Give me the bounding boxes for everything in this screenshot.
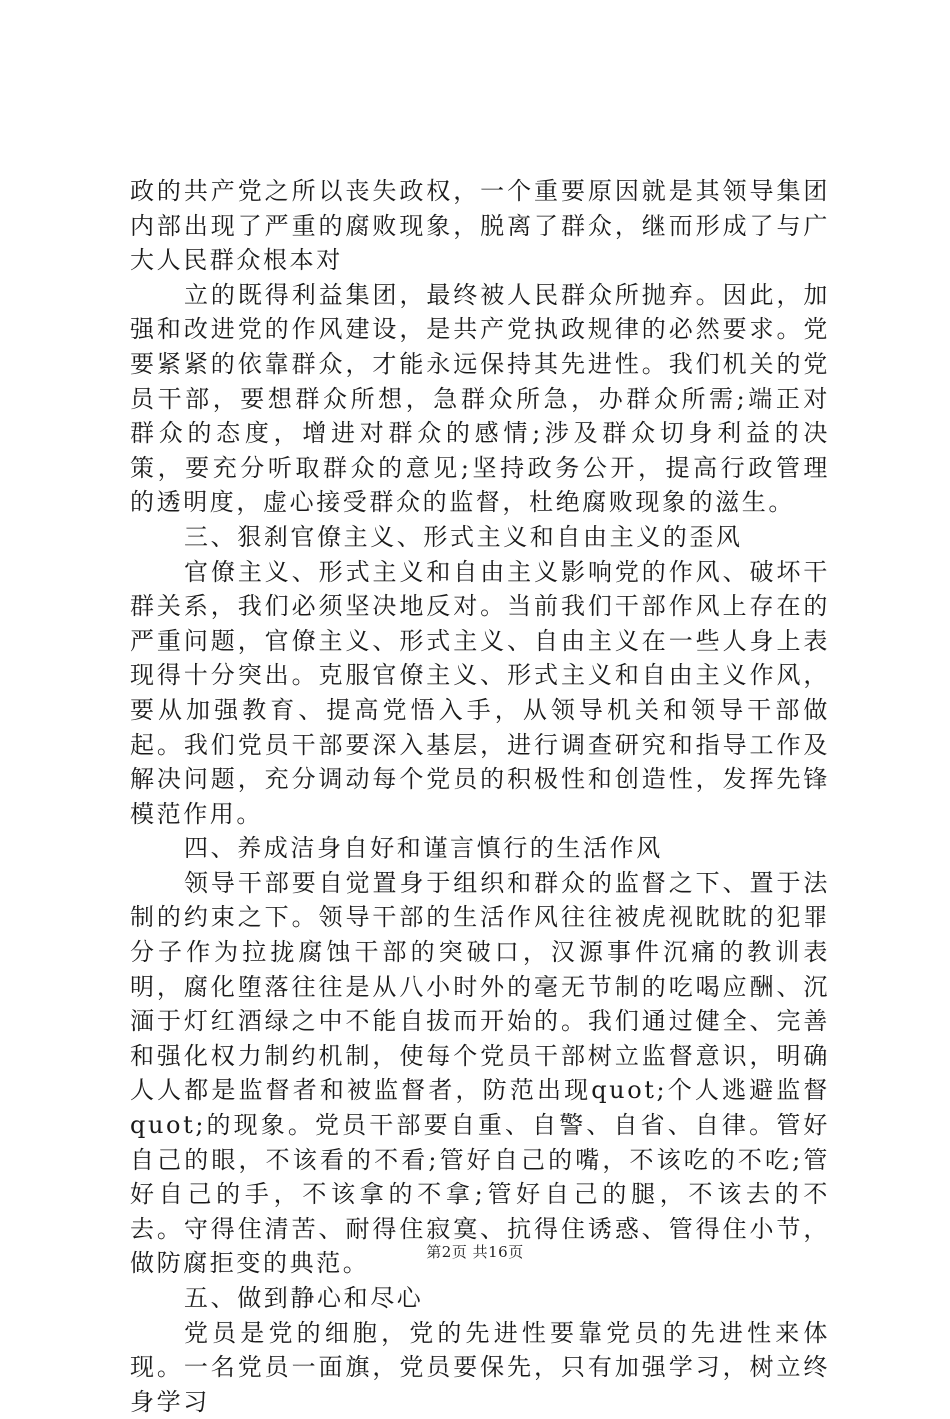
paragraph-1: 政的共产党之所以丧失政权，一个重要原因就是其领导集团内部出现了严重的腐败现象，脱离了群众，继而形成了与广大人民群众根本对 [130, 177, 830, 275]
section-heading-4: 四、养成洁身自好和谨言慎行的生活作风 [184, 834, 663, 863]
paragraph-6: 领导干部要自觉置身于组织和群众的监督之下、置于法制的约束之下。领导干部的生活作风往往被虎视眈眈的犯罪分子作为拉拢腐蚀干部的突破口，汉源事件沉痛的教训表明，腐化堕落往往是从八小时外的毫无节制的吃喝应酬、沉湎于灯红酒绿之中不能自拔而开始的。我们通过健全、完善和强化权力制约机制，使每个党员干部树立监督意识，明确人人都是监督者和被监督者，防范出现quot;个人逃避监督quot;的现象。党员干部要自重、自警、自省、自律。管好自己的眼，不该看的不看;管好自己的嘴，不该吃的不吃;管好自己的手，不该拿的不拿;管好自己的腿，不该去的不去。守得住清苦、耐得住寂寞、抗得住诱惑、管得住小节，做防腐拒变的典范。 [130, 868, 830, 1278]
paragraph-4: 官僚主义、形式主义和自由主义影响党的作风、破坏干群关系，我们必须坚决地反对。当前我们干部作风上存在的严重问题，官僚主义、形式主义、自由主义在一些人身上表现得十分突出。克服官僚主义、形式主义和自由主义作风，要从加强教育、提高党悟入手，从领导机关和领导干部做起。我们党员干部要深入基层，进行调查研究和指导工作及解决问题，充分调动每个党员的积极性和创造性，发挥先锋模范作用。 [130, 557, 830, 828]
paragraph-2: 立的既得利益集团，最终被人民群众所抛弃。因此，加强和改进党的作风建设，是共产党执政规律的必然要求。党要紧紧的依靠群众，才能永远保持其先进性。我们机关的党员干部，要想群众所想，急群众所急，办群众所需;端正对群众的态度，增进对群众的感情;涉及群众切身利益的决策，要充分听取群众的意见;坚持政务公开，提高行政管理的透明度，虚心接受群众的监督，杜绝腐败现象的滋生。 [130, 280, 830, 517]
paragraph-8: 党员是党的细胞，党的先进性要靠党员的先进性来体现。一名党员一面旗，党员要保先，只有加强学习，树立终身学习 [130, 1318, 830, 1416]
page-number-footer: 第2页 共16页 [426, 1243, 524, 1261]
document-body [130, 174, 830, 1419]
section-heading-3: 三、狠刹官僚主义、形式主义和自由主义的歪风 [184, 522, 743, 551]
section-heading-5: 五、做到静心和尽心 [184, 1284, 424, 1312]
